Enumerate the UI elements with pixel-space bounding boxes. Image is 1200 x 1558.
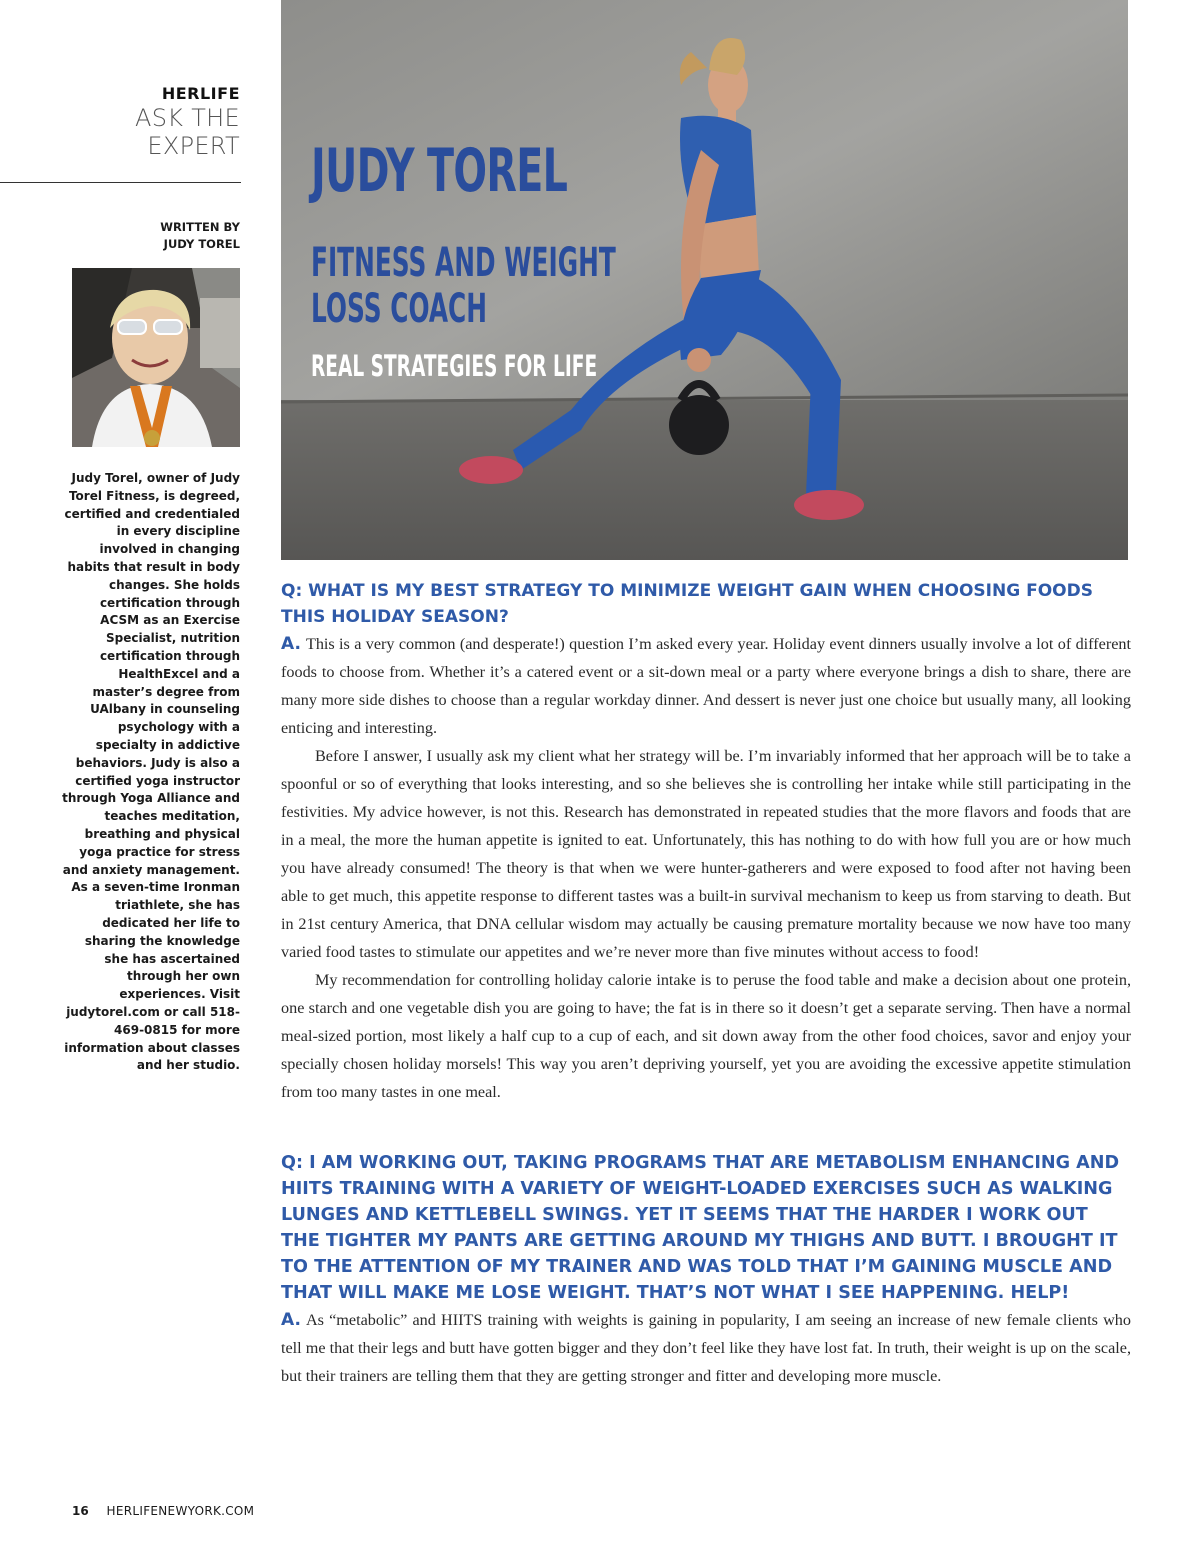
answer-1-paragraph-3: My recommendation for controlling holiday calorie intake is to peruse the food table and make a decision about one protein, one starch and one vegetable dish you are going to have; the fat is in there so it doesn’t get a separate serving. Then have a normal meal-sized portion, most likely a half cup to a cup of each, and sit down away from the other food choices, savor and enjoy your specially chosen holiday morsels! This way you aren’t depriving yourself, yet you are avoiding the excessive appetite stimulation from too many tastes in one meal. bbox=[281, 971, 1131, 1101]
hero-title: JUDY TOREL bbox=[311, 136, 568, 206]
page-footer bbox=[72, 1504, 254, 1518]
hero-tagline: REAL STRATEGIES FOR LIFE bbox=[311, 349, 598, 383]
hero-subtitle-line1: FITNESS AND WEIGHT bbox=[311, 240, 616, 286]
website-link[interactable]: HERLIFENEWYORK.COM bbox=[106, 1504, 255, 1518]
section-header bbox=[135, 84, 240, 160]
article-body bbox=[281, 578, 1131, 1390]
answer-1-text-1: This is a very common (and desperate!) question I’m asked every year. Holiday event dinners usually involve a lot of different foods to choose from. Whether it’s a catered event or a sit-down meal or a party where everyone brings a dish to share, there are many more side dishes to choose than a regular workday dinner. And dessert is never just one choice but usually many, all looking enticing and interesting. bbox=[281, 635, 1131, 737]
section-title-line2: EXPERT bbox=[147, 132, 240, 160]
answer-2-paragraph-1 bbox=[281, 1306, 1131, 1390]
answer-2-text-1: As “metabolic” and HIITS training with weights is gaining in popularity, I am seeing an increase of new female clients who tell me that their legs and butt have gotten bigger and they don’t feel like they have lost fat. In truth, their weight is up on the scale, but their trainers are telling them that they are getting stronger and fitter and developing more muscle. bbox=[281, 1311, 1131, 1385]
byline-author: JUDY TOREL bbox=[163, 237, 240, 251]
question-2: Q: I AM WORKING OUT, TAKING PROGRAMS THAT ARE METABOLISM ENHANCING AND HIITS TRAINING WITH A VARIETY OF WEIGHT-LOADED EXERCISES SUCH AS WALKING LUNGES AND KETTLEBELL SWINGS. YET IT SEEMS THAT THE HARDER I WORK OUT THE TIGHTER MY PANTS ARE GETTING AROUND MY THIGHS AND BUTT. I BROUGHT IT TO THE ATTENTION OF MY TRAINER AND WAS TOLD THAT I’M GAINING MUSCLE AND THAT WILL MAKE ME LOSE WEIGHT. THAT’S NOT WHAT I SEE HAPPENING. HELP! bbox=[281, 1153, 1120, 1303]
byline bbox=[160, 219, 240, 253]
author-photo bbox=[72, 268, 240, 447]
hero-subtitle-line2: LOSS COACH bbox=[311, 286, 488, 332]
question-1: Q: WHAT IS MY BEST STRATEGY TO MINIMIZE WEIGHT GAIN WHEN CHOOSING FOODS THIS HOLIDAY SEASON? bbox=[281, 581, 1093, 627]
answer-1-paragraph-2: Before I answer, I usually ask my client what her strategy will be. I’m invariably informed that her approach will be to take a spoonful or so of everything that looks interesting, and so she believes she is controlling her intake while still participating in the festivities. My advice however, is not this. Research has demonstrated in repeated studies that the more flavors and foods that are in a meal, the more the human appetite is ignited to eat. Unfortunately, this has nothing to do with how full you are or how much you have already consumed! The theory is that when we were hunter-gatherers and were exposed to food after not having been able to get much, this appetite response to different tastes was a built-in survival mechanism to keep us from starving to death. But in 21st century America, that DNA cellular wisdom may actually be causing premature mortality because we now have too many varied food tastes to stimulate our appetites and we’re never more than five minutes without access to food! bbox=[281, 747, 1131, 961]
hero-image bbox=[281, 0, 1128, 560]
answer-label: A. bbox=[281, 634, 301, 654]
header-divider bbox=[0, 182, 241, 183]
answer-1-paragraph-1 bbox=[281, 630, 1131, 742]
answer-label: A. bbox=[281, 1310, 301, 1330]
author-bio: Judy Torel, owner of Judy Torel Fitness, is degreed, certified and credentialed in every discipline involved in changing habits that result in body changes. She holds certification through ACSM as an Exercise Specialist, nutrition certification through HealthExcel and a master’s degree from UAlbany in counseling psychology with a specialty in addictive behaviors. Judy is also a certified yoga instructor through Yoga Alliance and teaches meditation, breathing and physical yoga practice for stress and anxiety management. As a seven-time Ironman triathlete, she has dedicated her life to sharing the knowledge she has ascertained through her own experiences. Visit judytorel.com or call 518-469-0815 for more information about classes and her studio. bbox=[62, 471, 240, 1073]
byline-label: WRITTEN BY bbox=[160, 220, 240, 234]
magazine-kicker: HERLIFE bbox=[161, 84, 240, 103]
section-title-line1: ASK THE bbox=[135, 104, 240, 132]
hero-subtitle bbox=[311, 240, 616, 332]
page-number: 16 bbox=[72, 1504, 89, 1518]
